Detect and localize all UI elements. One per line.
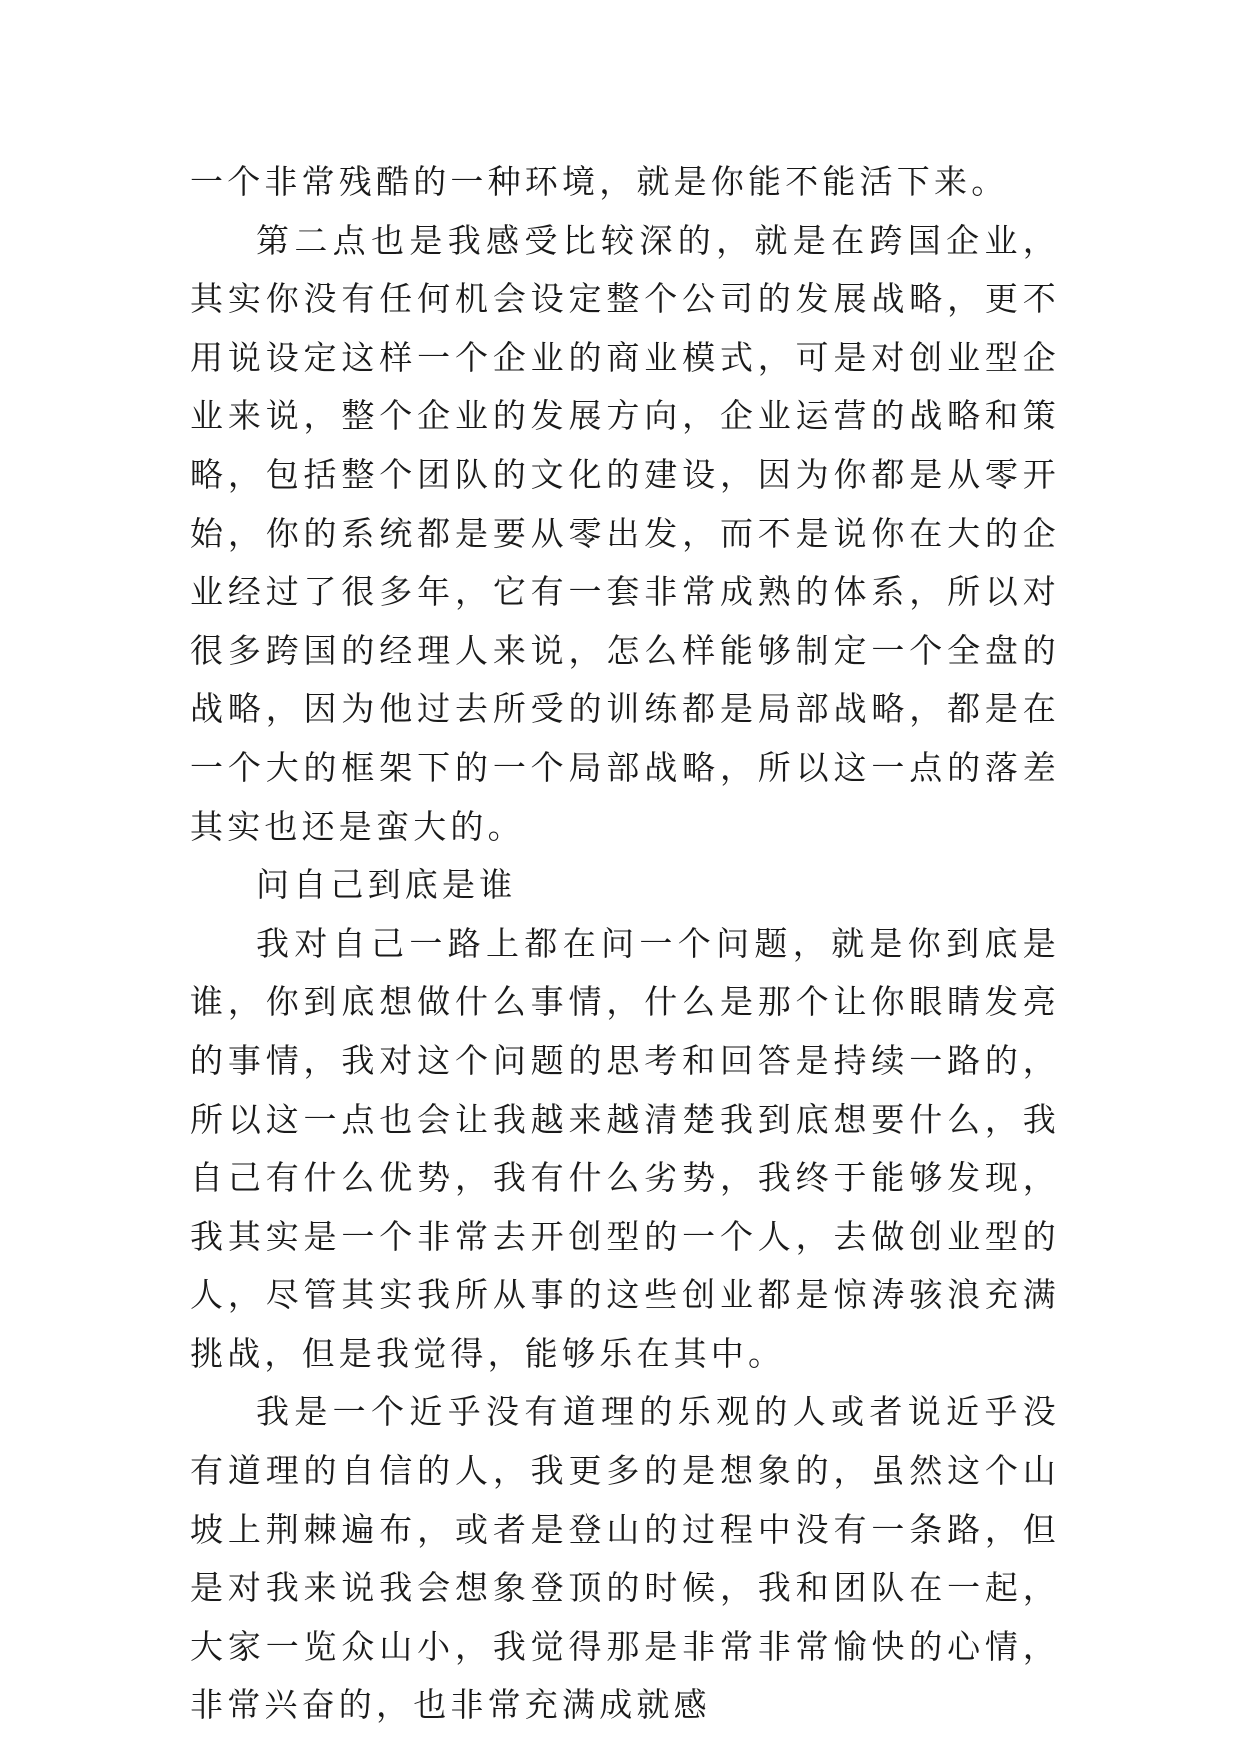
paragraph-3: 我对自己一路上都在问一个问题，就是你到底是谁，你到底想做什么事情，什么是那个让你眼睛发亮的事情，我对这个问题的思考和回答是持续一路的，所以这一点也会让我越来越清楚我到底想要什么，我自己有什么优势，我有什么劣势，我终于能够发现，我其实是一个非常去开创型的一个人，去做创业型的人，尽管其实我所从事的这些创业都是惊涛骇浪充满挑战，但是我觉得，能够乐在其中。 xyxy=(190,923,1060,1373)
paragraph-1: 一个非常残酷的一种环境，就是你能不能活下来。 xyxy=(190,162,1009,201)
paragraph-4: 我是一个近乎没有道理的乐观的人或者说近乎没有道理的自信的人，我更多的是想象的，虽然这个山坡上荆棘遍布，或者是登山的过程中没有一条路，但是对我来说我会想象登顶的时候，我和团队在一起，大家一览众山小，我觉得那是非常非常愉快的心情，非常兴奋的，也非常充满成就感 xyxy=(190,1392,1060,1725)
paragraph-2: 第二点也是我感受比较深的，就是在跨国企业，其实你没有任何机会设定整个公司的发展战略，更不用说设定这样一个企业的商业模式，可是对创业型企业来说，整个企业的发展方向，企业运营的战略和策略，包括整个团队的文化的建设，因为你都是从零开始，你的系统都是要从零出发，而不是说你在大的企业经过了很多年，它有一套非常成熟的体系，所以对很多跨国的经理人来说，怎么样能够制定一个全盘的战略，因为他过去所受的训练都是局部战略，都是在一个大的框架下的一个局部战略，所以这一点的落差其实也还是蛮大的。 xyxy=(190,220,1060,846)
document-body xyxy=(190,153,1060,1735)
section-heading: 问自己到底是谁 xyxy=(256,865,517,905)
